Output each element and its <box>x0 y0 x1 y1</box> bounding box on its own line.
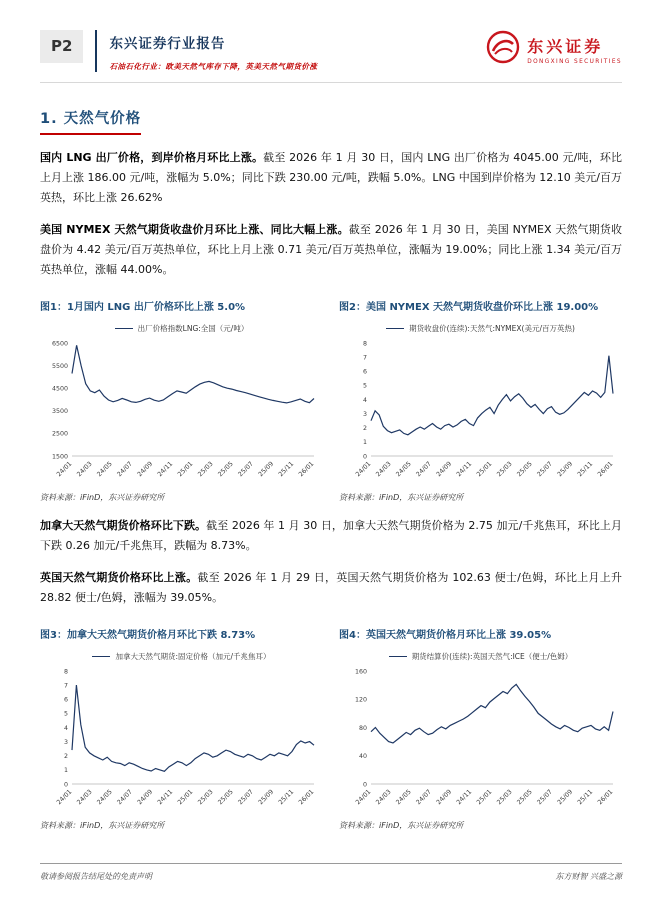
svg-text:24/05: 24/05 <box>394 460 413 479</box>
canada-futures-chart <box>40 664 322 814</box>
svg-text:25/05: 25/05 <box>515 460 534 479</box>
svg-text:25/01: 25/01 <box>176 460 195 479</box>
figure-row-2 <box>40 626 622 831</box>
svg-text:6: 6 <box>63 696 68 704</box>
svg-text:25/03: 25/03 <box>196 788 215 807</box>
svg-text:24/03: 24/03 <box>75 788 94 807</box>
svg-text:24/07: 24/07 <box>415 460 433 479</box>
svg-text:25/11: 25/11 <box>277 788 296 807</box>
svg-text:24/11: 24/11 <box>156 788 175 807</box>
uk-futures-chart <box>339 664 621 814</box>
svg-text:24/09: 24/09 <box>136 460 155 479</box>
figure-4-source: 资料来源：iFinD，东兴证券研究所 <box>339 820 464 830</box>
figure-4-caption: 图4：英国天然气期货价格月环比上涨 39.05% <box>339 629 552 641</box>
svg-text:25/07: 25/07 <box>536 788 554 807</box>
footer-disclaimer: 敬请参阅报告结尾处的免责声明 <box>40 872 152 881</box>
figure-3-legend <box>40 651 323 662</box>
paragraph-lead: 美国 NYMEX 天然气期货收盘价月环比上涨、同比大幅上涨。 <box>40 223 349 237</box>
figure-2-legend <box>339 323 622 334</box>
header-titles <box>109 30 317 72</box>
paragraph-body: 截至 2026 年 1 月 30 日，国内 LNG 出厂价格为 4045.00 元/吨，环比上月上涨 186.00 元/吨，涨幅为 5.0%；同比下跌 230.00 元/吨，跌幅 5.0%。LNG 中国到岸价格为 12.10 美元/百万英热，环比上涨 26.62% <box>40 151 623 204</box>
legend-line-marker <box>389 656 407 657</box>
svg-text:26/01: 26/01 <box>297 788 316 807</box>
lng-factory-price-chart <box>40 336 322 486</box>
svg-text:8: 8 <box>63 668 68 676</box>
svg-text:24/01: 24/01 <box>55 460 74 479</box>
paragraph-lead: 英国天然气期货价格环比上涨。 <box>40 571 198 585</box>
svg-text:24/01: 24/01 <box>55 788 74 807</box>
figure-4-legend <box>339 651 622 662</box>
figure-1-legend <box>40 323 323 334</box>
svg-text:25/05: 25/05 <box>515 788 534 807</box>
svg-text:0: 0 <box>63 781 68 789</box>
header-divider <box>95 30 97 72</box>
svg-text:25/09: 25/09 <box>257 788 276 807</box>
svg-text:0: 0 <box>362 781 367 789</box>
svg-text:6: 6 <box>362 368 367 376</box>
svg-text:3: 3 <box>63 738 68 746</box>
page-number: P2 <box>40 30 83 63</box>
svg-text:26/01: 26/01 <box>596 788 615 807</box>
footer-slogan: 东方财智 兴盛之源 <box>555 872 622 881</box>
paragraph-body: 截至 2026 年 1 月 30 日，美国 NYMEX 天然气期货收盘价为 4.42 美元/百万英热单位，环比上月上涨 0.71 美元/百万英热单位，涨幅为 19.00%；同比上涨 1.34 美元/百万英热单位，涨幅 44.00%。 <box>40 223 622 276</box>
logo-wordmark <box>527 34 622 65</box>
svg-text:25/03: 25/03 <box>196 460 215 479</box>
figure-row-1 <box>40 298 622 503</box>
svg-text:5500: 5500 <box>51 362 68 370</box>
svg-text:25/11: 25/11 <box>576 788 595 807</box>
figure-1-source: 资料来源：iFinD，东兴证券研究所 <box>40 492 165 502</box>
paragraph-lng-domestic <box>40 148 622 207</box>
legend-label: 加拿大天然气期货:固定价格（加元/千兆焦耳） <box>115 651 271 661</box>
svg-text:0: 0 <box>362 453 367 461</box>
svg-text:24/09: 24/09 <box>136 788 155 807</box>
legend-line-marker <box>115 328 133 329</box>
report-type-title: 东兴证券行业报告 <box>109 36 226 52</box>
figure-2-source: 资料来源：iFinD，东兴证券研究所 <box>339 492 464 502</box>
svg-text:26/01: 26/01 <box>596 460 615 479</box>
svg-text:25/01: 25/01 <box>176 788 195 807</box>
logo-english-name: DONGXING SECURITIES <box>527 58 622 65</box>
svg-text:120: 120 <box>354 696 367 704</box>
svg-text:24/03: 24/03 <box>374 788 393 807</box>
svg-text:7: 7 <box>63 682 68 690</box>
svg-text:6500: 6500 <box>51 340 68 348</box>
svg-text:80: 80 <box>358 724 367 732</box>
svg-text:24/03: 24/03 <box>374 460 393 479</box>
company-logo <box>486 30 622 68</box>
paragraph-uk <box>40 568 622 608</box>
svg-text:4: 4 <box>63 724 68 732</box>
svg-text:40: 40 <box>358 752 367 760</box>
svg-text:25/09: 25/09 <box>556 788 575 807</box>
nymex-futures-chart <box>339 336 621 486</box>
dongxing-emblem-icon <box>486 30 520 68</box>
svg-text:24/01: 24/01 <box>354 460 373 479</box>
svg-text:24/07: 24/07 <box>415 788 433 807</box>
svg-text:25/11: 25/11 <box>576 460 595 479</box>
legend-label: 期货结算价(连续):英国天然气:ICE（便士/色姆） <box>411 651 573 661</box>
figure-4 <box>339 626 622 831</box>
svg-text:2500: 2500 <box>51 430 68 438</box>
svg-text:1500: 1500 <box>51 453 68 461</box>
figure-3 <box>40 626 323 831</box>
legend-line-marker <box>92 656 110 657</box>
svg-text:24/11: 24/11 <box>455 788 474 807</box>
svg-text:160: 160 <box>354 668 367 676</box>
report-subtitle: 石油石化行业：欧美天然气库存下降，英美天然气期货价涨 <box>109 62 318 71</box>
svg-text:25/01: 25/01 <box>475 460 494 479</box>
svg-text:25/05: 25/05 <box>216 788 235 807</box>
figure-3-source: 资料来源：iFinD，东兴证券研究所 <box>40 820 165 830</box>
legend-label: 出厂价格指数LNG:全国（元/吨） <box>137 323 249 333</box>
svg-text:5: 5 <box>63 710 68 718</box>
svg-text:25/07: 25/07 <box>536 460 554 479</box>
figure-1 <box>40 298 323 503</box>
paragraph-nymex <box>40 220 622 279</box>
figure-2 <box>339 298 622 503</box>
svg-text:25/05: 25/05 <box>216 460 235 479</box>
svg-text:25/07: 25/07 <box>237 460 255 479</box>
logo-chinese-name: 东兴证券 <box>527 36 604 56</box>
svg-text:24/09: 24/09 <box>435 788 454 807</box>
svg-text:24/05: 24/05 <box>95 788 114 807</box>
svg-text:25/11: 25/11 <box>277 460 296 479</box>
paragraph-body: 截至 2026 年 1 月 29 日，英国天然气期货价格为 102.63 便士/色姆，环比上月上升 28.82 便士/色姆，涨幅为 39.05%。 <box>40 571 623 605</box>
svg-text:24/11: 24/11 <box>156 460 175 479</box>
svg-text:25/09: 25/09 <box>257 460 276 479</box>
page-footer <box>40 863 622 882</box>
page-header <box>40 30 622 83</box>
svg-text:4500: 4500 <box>51 385 68 393</box>
paragraph-lead: 国内 LNG 出厂价格，到岸价格月环比上涨。 <box>40 151 264 164</box>
svg-text:1: 1 <box>63 767 68 775</box>
svg-text:5: 5 <box>362 382 367 390</box>
svg-text:25/09: 25/09 <box>556 460 575 479</box>
svg-text:24/01: 24/01 <box>354 788 373 807</box>
svg-text:4: 4 <box>362 396 367 404</box>
svg-text:1: 1 <box>362 438 367 446</box>
svg-text:3500: 3500 <box>51 407 68 415</box>
svg-text:24/07: 24/07 <box>116 460 134 479</box>
paragraph-body: 截至 2026 年 1 月 30 日，加拿大天然气期货价格为 2.75 加元/千兆焦耳，环比上月下跌 0.26 加元/千兆焦耳，跌幅为 8.73%。 <box>40 518 622 552</box>
figure-3-caption: 图3：加拿大天然气期货价格月环比下跌 8.73% <box>40 629 256 641</box>
svg-text:24/09: 24/09 <box>435 460 454 479</box>
svg-text:3: 3 <box>362 410 367 418</box>
svg-text:25/07: 25/07 <box>237 788 255 807</box>
legend-label: 期货收盘价(连续):天然气:NYMEX(美元/百万英热) <box>409 323 575 333</box>
svg-text:25/03: 25/03 <box>495 460 514 479</box>
svg-text:8: 8 <box>362 340 367 348</box>
svg-text:24/03: 24/03 <box>75 460 94 479</box>
paragraph-canada <box>40 516 622 556</box>
svg-text:2: 2 <box>63 752 68 760</box>
svg-text:24/11: 24/11 <box>455 460 474 479</box>
paragraph-lead: 加拿大天然气期货价格环比下跌。 <box>40 518 207 532</box>
svg-text:26/01: 26/01 <box>297 460 316 479</box>
figure-1-caption: 图1：1月国内 LNG 出厂价格环比上涨 5.0% <box>40 301 246 313</box>
svg-text:2: 2 <box>362 424 367 432</box>
legend-line-marker <box>386 328 404 329</box>
svg-text:25/03: 25/03 <box>495 788 514 807</box>
svg-text:24/05: 24/05 <box>394 788 413 807</box>
figure-2-caption: 图2：美国 NYMEX 天然气期货收盘价环比上涨 19.00% <box>339 301 599 313</box>
svg-text:24/05: 24/05 <box>95 460 114 479</box>
svg-text:25/01: 25/01 <box>475 788 494 807</box>
svg-text:24/07: 24/07 <box>116 788 134 807</box>
svg-text:7: 7 <box>362 354 367 362</box>
section-title: 1. 天然气价格 <box>40 107 141 135</box>
